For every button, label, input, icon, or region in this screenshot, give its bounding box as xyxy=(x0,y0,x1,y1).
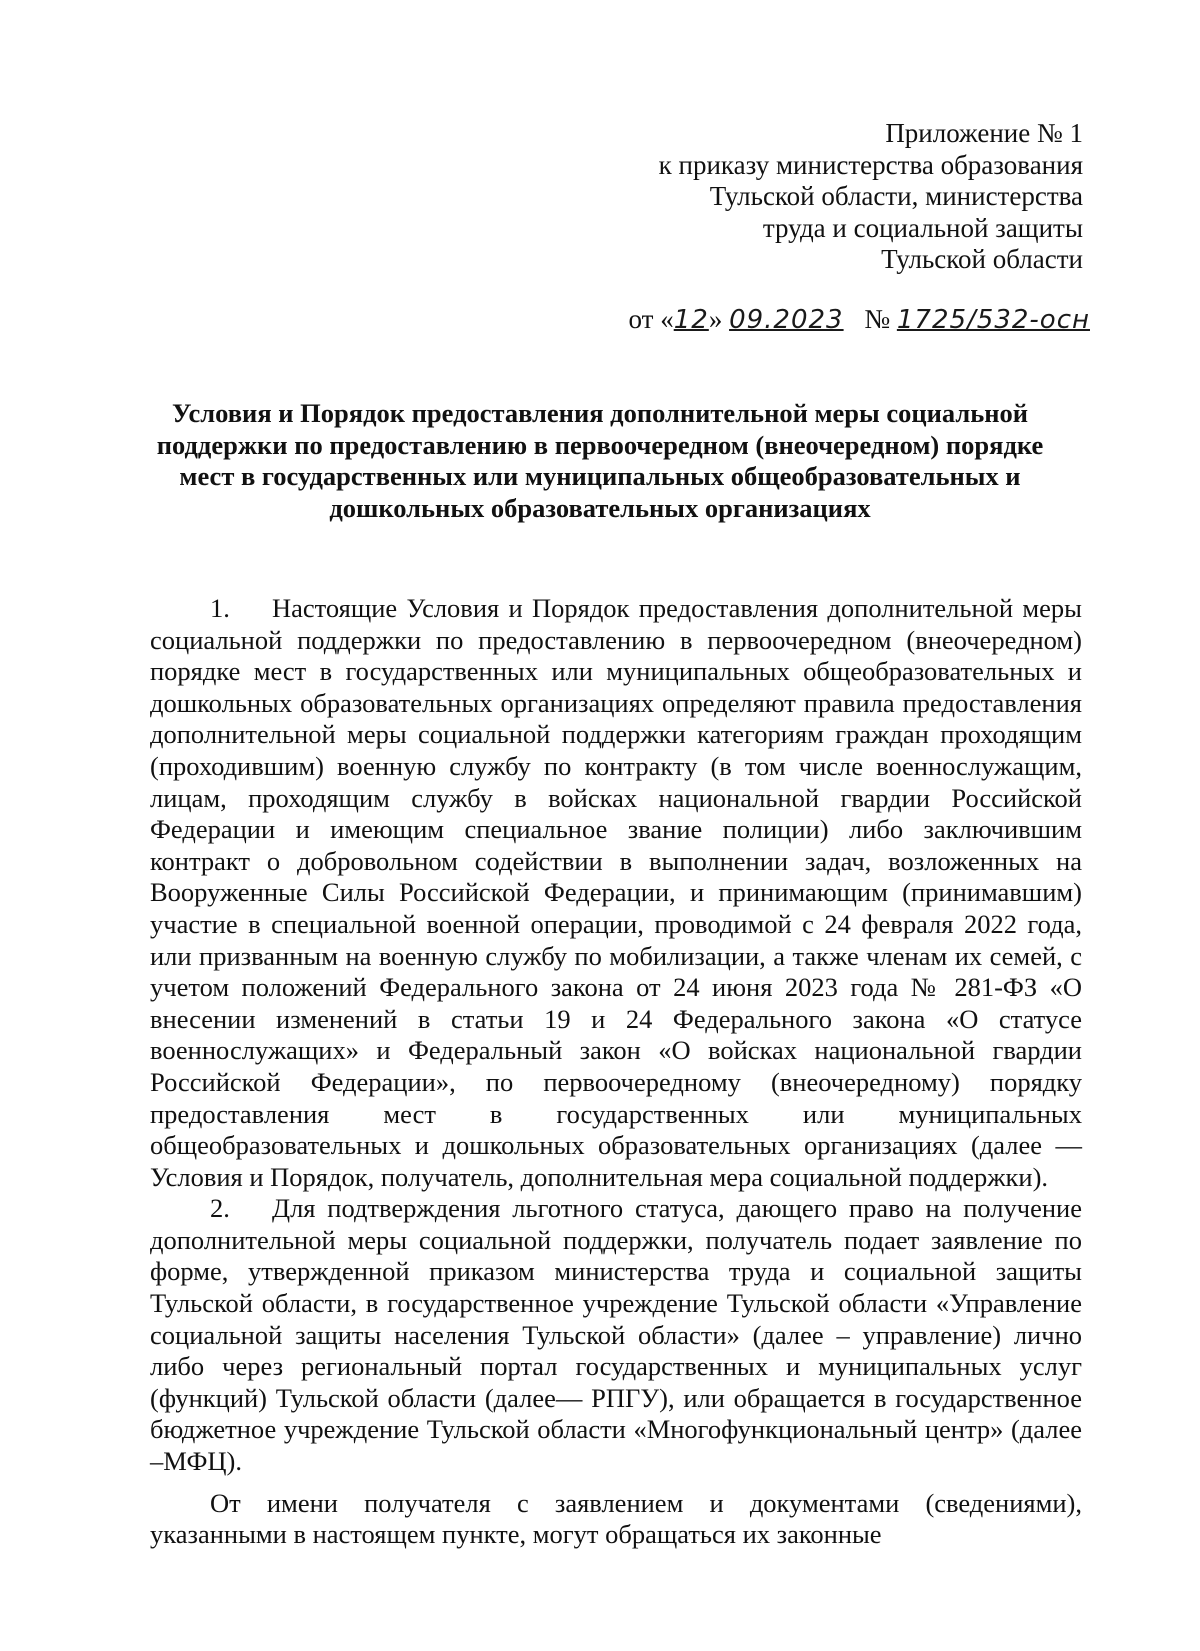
title-line: дошкольных образовательных организациях xyxy=(329,492,871,523)
handwritten-date: 09.2023 xyxy=(729,305,844,335)
appendix-line: к приказу министерства образования xyxy=(658,149,1083,180)
paragraph-1 xyxy=(150,593,1082,1193)
order-date-number xyxy=(629,302,1090,337)
date-quote: » xyxy=(708,304,723,334)
paragraph-number: 1. xyxy=(210,593,230,623)
paragraph-text: Настоящие Условия и Порядок предоставления дополнительной меры социальной поддержки по предоставлению в первоочередном (внеочередном) порядке мест в государственных или муниципальных общеобразовательных и дошкольных образовательных организациях определяют правила предоставления дополнительной меры социальной поддержки категориям граждан проходящим (проходившим) военную службу по контракту (в том числе военнослужащим, лицам, проходящим службу в войсках национальной гвардии Российской Федерации и имеющим специальное звание полиции) либо заключившим контракт о добровольном содействии в выполнении задач, возложенных на Вооруженные Силы Российской Федерации, и принимающим (принимавшим) участие в специальной военной операции, проводимой с 24 февраля 2022 года, или призванным на военную службу по мобилизации, а также членам их семей, с учетом положений Федерального закона от 24 июня 2023 года № 281-ФЗ «О внесении изменений в статьи 19 и 24 Федерального закона «О статусе военнослужащих» и Федеральный закон «О войсках национальной гвардии Российской Федерации», по первоочередному (внеочередному) порядку предоставления мест в государственных или муниципальных общеобразовательных и дошкольных образовательных организациях (далее — Условия и Порядок, получатель, дополнительная мера социальной поддержки). xyxy=(150,593,1082,1192)
appendix-line: Тульской области, министерства xyxy=(709,181,1083,211)
appendix-line: Тульской области xyxy=(881,244,1083,274)
handwritten-number: 1725/532-осн xyxy=(896,305,1090,335)
paragraph-2 xyxy=(150,1193,1082,1477)
paragraph-number: 2. xyxy=(210,1193,230,1224)
paragraph-text: Для подтверждения льготного статуса, дающего право на получение дополнительной меры социальной поддержки, получатель подает заявление по форме, утвержденной приказом министерства труда и социальной защиты Тульской области, в государственное учреждение Тульской области «Управление социальной защиты населения Тульской области» (далее – управление) лично либо через региональный портал государственных и муниципальных услуг (функций) Тульской области (далее— РПГУ), или обращается в государственное бюджетное учреждение Тульской области «Многофункциональный центр» (далее –МФЦ). xyxy=(150,1193,1082,1477)
title-line: поддержки по предоставлению в первоочередном (внеочередном) порядке xyxy=(156,429,1044,460)
date-label: от « xyxy=(628,304,674,334)
number-label: № xyxy=(864,304,891,334)
appendix-header xyxy=(659,118,1083,276)
handwritten-day: 12 xyxy=(673,305,709,335)
document-body xyxy=(150,593,1082,1551)
title-line: мест в государственных или муниципальных общеобразовательных и xyxy=(179,461,1021,491)
document-title xyxy=(120,398,1080,524)
appendix-line: труда и социальной защиты xyxy=(762,212,1083,243)
paragraph-text: От имени получателя с заявлением и документами (сведениями), указанными в настоящем пункте, могут обращаться их законные xyxy=(150,1487,1082,1550)
paragraph-3 xyxy=(150,1488,1082,1551)
appendix-line: Приложение № 1 xyxy=(885,118,1083,148)
title-line: Условия и Порядок предоставления дополнительной меры социальной xyxy=(171,398,1029,428)
